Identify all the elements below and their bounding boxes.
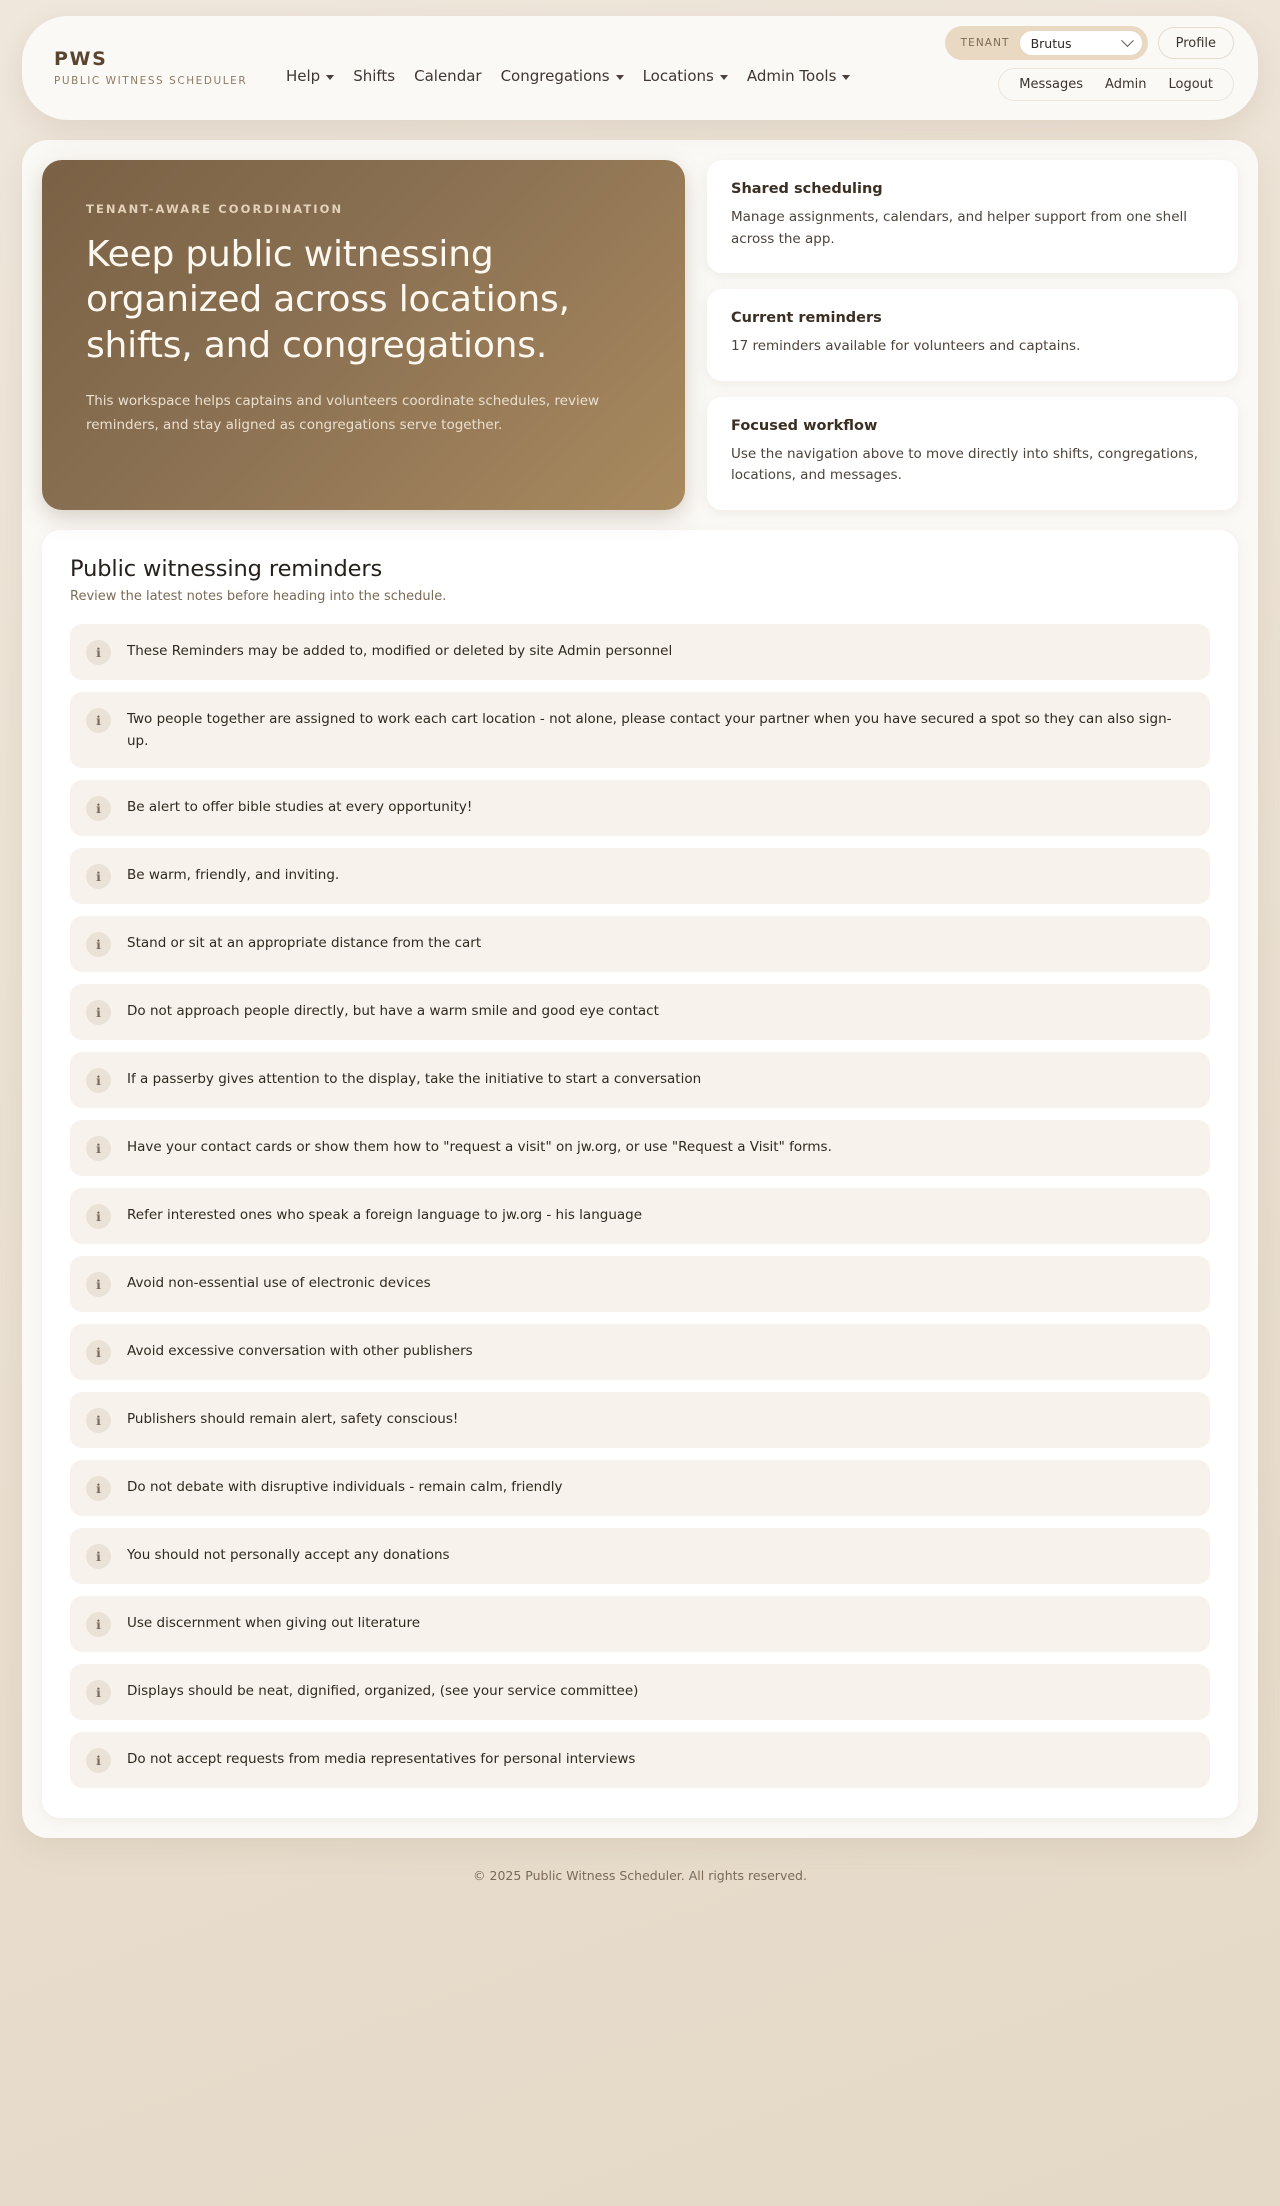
reminder-item bbox=[70, 780, 1210, 836]
chevron-down-icon bbox=[1121, 34, 1134, 47]
reminder-text: Publishers should remain alert, safety conscious! bbox=[127, 1410, 459, 1427]
nav-item-locations[interactable] bbox=[643, 67, 728, 85]
hero-subtitle: This workspace helps captains and volunteers coordinate schedules, review reminders, and stay aligned as congregations serve together. bbox=[86, 393, 600, 433]
reminder-text: If a passerby gives attention to the display, take the initiative to start a conversation bbox=[127, 1070, 702, 1087]
reminder-text: Use discernment when giving out literature bbox=[127, 1614, 421, 1631]
chevron-down-icon bbox=[616, 75, 624, 80]
info-icon: i bbox=[86, 1000, 111, 1025]
nav-item-label: Calendar bbox=[414, 67, 482, 85]
hero-grid bbox=[42, 160, 1238, 510]
reminder-item bbox=[70, 848, 1210, 904]
side-card-title: Shared scheduling bbox=[731, 181, 883, 197]
reminder-item bbox=[70, 624, 1210, 680]
messages-link[interactable]: Messages bbox=[1019, 77, 1084, 92]
side-card-title: Focused workflow bbox=[731, 417, 878, 434]
info-icon: i bbox=[86, 1272, 111, 1297]
main-navigation bbox=[286, 67, 850, 85]
info-icon: i bbox=[86, 932, 111, 957]
nav-item-congregations[interactable] bbox=[501, 67, 624, 85]
brand[interactable] bbox=[54, 49, 286, 87]
reminder-text: Do not approach people directly, but have a warm smile and good eye contact bbox=[127, 1002, 659, 1019]
side-card-title: Current reminders bbox=[731, 310, 882, 327]
reminders-subtitle: Review the latest notes before heading into the schedule. bbox=[70, 588, 447, 604]
nav-item-label: Shifts bbox=[353, 67, 396, 85]
nav-item-label: Locations bbox=[642, 67, 714, 85]
chevron-down-icon bbox=[842, 75, 850, 80]
app-header bbox=[22, 16, 1258, 120]
nav-item-admin-tools[interactable] bbox=[747, 67, 851, 85]
reminder-text: Refer interested ones who speak a foreign language to jw.org - his language bbox=[127, 1206, 643, 1223]
info-icon: i bbox=[86, 1748, 111, 1773]
reminders-list bbox=[70, 624, 1210, 1788]
reminder-item bbox=[70, 1392, 1210, 1448]
side-card-body: 17 reminders available for volunteers and captains. bbox=[731, 338, 1081, 355]
reminder-item bbox=[70, 692, 1210, 768]
reminder-item bbox=[70, 1732, 1210, 1788]
nav-item-label: Congregations bbox=[500, 67, 610, 85]
side-card-focused-workflow bbox=[707, 397, 1238, 510]
nav-item-label: Help bbox=[286, 67, 321, 85]
reminder-text: Have your contact cards or show them how to "request a visit" on jw.org, or use "Request a Visit" forms. bbox=[127, 1138, 832, 1155]
info-icon: i bbox=[86, 1408, 111, 1433]
tenant-label: TENANT bbox=[960, 37, 1010, 49]
logout-link[interactable]: Logout bbox=[1168, 77, 1213, 92]
reminder-item bbox=[70, 1528, 1210, 1584]
reminder-text: Stand or sit at an appropriate distance from the cart bbox=[127, 934, 482, 951]
reminder-item bbox=[70, 1120, 1210, 1176]
hero-eyebrow: TENANT-AWARE COORDINATION bbox=[86, 202, 344, 216]
hero-title: Keep public witnessing organized across locations, shifts, and congregations. bbox=[86, 234, 570, 366]
info-icon: i bbox=[86, 864, 111, 889]
tenant-select[interactable] bbox=[1020, 31, 1142, 55]
info-icon: i bbox=[86, 796, 111, 821]
reminder-item bbox=[70, 1324, 1210, 1380]
chevron-down-icon bbox=[720, 75, 728, 80]
info-icon: i bbox=[86, 1204, 111, 1229]
info-icon: i bbox=[86, 708, 111, 733]
reminder-text: You should not personally accept any donations bbox=[127, 1546, 450, 1563]
brand-title: PWS bbox=[54, 48, 108, 71]
reminder-text: Displays should be neat, dignified, organized, (see your service committee) bbox=[127, 1682, 639, 1699]
reminder-item bbox=[70, 984, 1210, 1040]
side-card-shared-scheduling bbox=[707, 160, 1238, 273]
reminder-item bbox=[70, 1460, 1210, 1516]
reminder-text: These Reminders may be added to, modified or deleted by site Admin personnel bbox=[127, 642, 673, 659]
reminder-item bbox=[70, 1188, 1210, 1244]
nav-item-help[interactable] bbox=[286, 67, 334, 85]
side-card-current-reminders bbox=[707, 289, 1238, 381]
admin-link[interactable]: Admin bbox=[1105, 77, 1147, 92]
reminders-title: Public witnessing reminders bbox=[70, 555, 383, 582]
reminder-text: Be alert to offer bible studies at every opportunity! bbox=[127, 798, 473, 815]
brand-subtitle: PUBLIC WITNESS SCHEDULER bbox=[54, 74, 248, 87]
info-icon: i bbox=[86, 1136, 111, 1161]
reminder-item bbox=[70, 1256, 1210, 1312]
nav-item-calendar[interactable] bbox=[414, 67, 481, 85]
info-icon: i bbox=[86, 1068, 111, 1093]
header-actions-top bbox=[945, 26, 1234, 60]
reminder-text: Be warm, friendly, and inviting. bbox=[127, 866, 340, 883]
info-icon: i bbox=[86, 1340, 111, 1365]
header-links bbox=[998, 68, 1234, 101]
nav-item-shifts[interactable] bbox=[353, 67, 395, 85]
header-wrapper bbox=[0, 0, 1280, 120]
hero-panel bbox=[42, 160, 685, 510]
reminder-item bbox=[70, 1664, 1210, 1720]
profile-button[interactable]: Profile bbox=[1158, 27, 1234, 59]
reminder-text: Do not debate with disruptive individuals - remain calm, friendly bbox=[127, 1478, 563, 1495]
chevron-down-icon bbox=[326, 75, 334, 80]
main-shell bbox=[22, 140, 1258, 1838]
reminder-text: Two people together are assigned to work each cart location - not alone, please contact your partner when you have secured a spot so they can also sign-up. bbox=[127, 710, 1172, 749]
info-icon: i bbox=[86, 1476, 111, 1501]
tenant-switcher bbox=[945, 26, 1148, 60]
side-card-body: Use the navigation above to move directly into shifts, congregations, locations, and messages. bbox=[731, 445, 1198, 484]
reminder-text: Avoid non-essential use of electronic devices bbox=[127, 1274, 431, 1291]
reminders-panel bbox=[42, 530, 1238, 1818]
reminder-item bbox=[70, 1596, 1210, 1652]
nav-item-label: Admin Tools bbox=[746, 67, 837, 85]
info-icon: i bbox=[86, 1680, 111, 1705]
reminder-text: Avoid excessive conversation with other publishers bbox=[127, 1342, 473, 1359]
footer: © 2025 Public Witness Scheduler. All rights reserved. bbox=[473, 1867, 807, 1883]
info-icon: i bbox=[86, 640, 111, 665]
info-icon: i bbox=[86, 1544, 111, 1569]
side-card-body: Manage assignments, calendars, and helper support from one shell across the app. bbox=[731, 209, 1188, 247]
reminder-item bbox=[70, 916, 1210, 972]
side-cards bbox=[707, 160, 1238, 510]
reminder-text: Do not accept requests from media representatives for personal interviews bbox=[127, 1750, 636, 1767]
info-icon: i bbox=[86, 1612, 111, 1637]
tenant-selected-value: Brutus bbox=[1030, 35, 1072, 51]
header-actions bbox=[945, 26, 1234, 101]
reminder-item bbox=[70, 1052, 1210, 1108]
